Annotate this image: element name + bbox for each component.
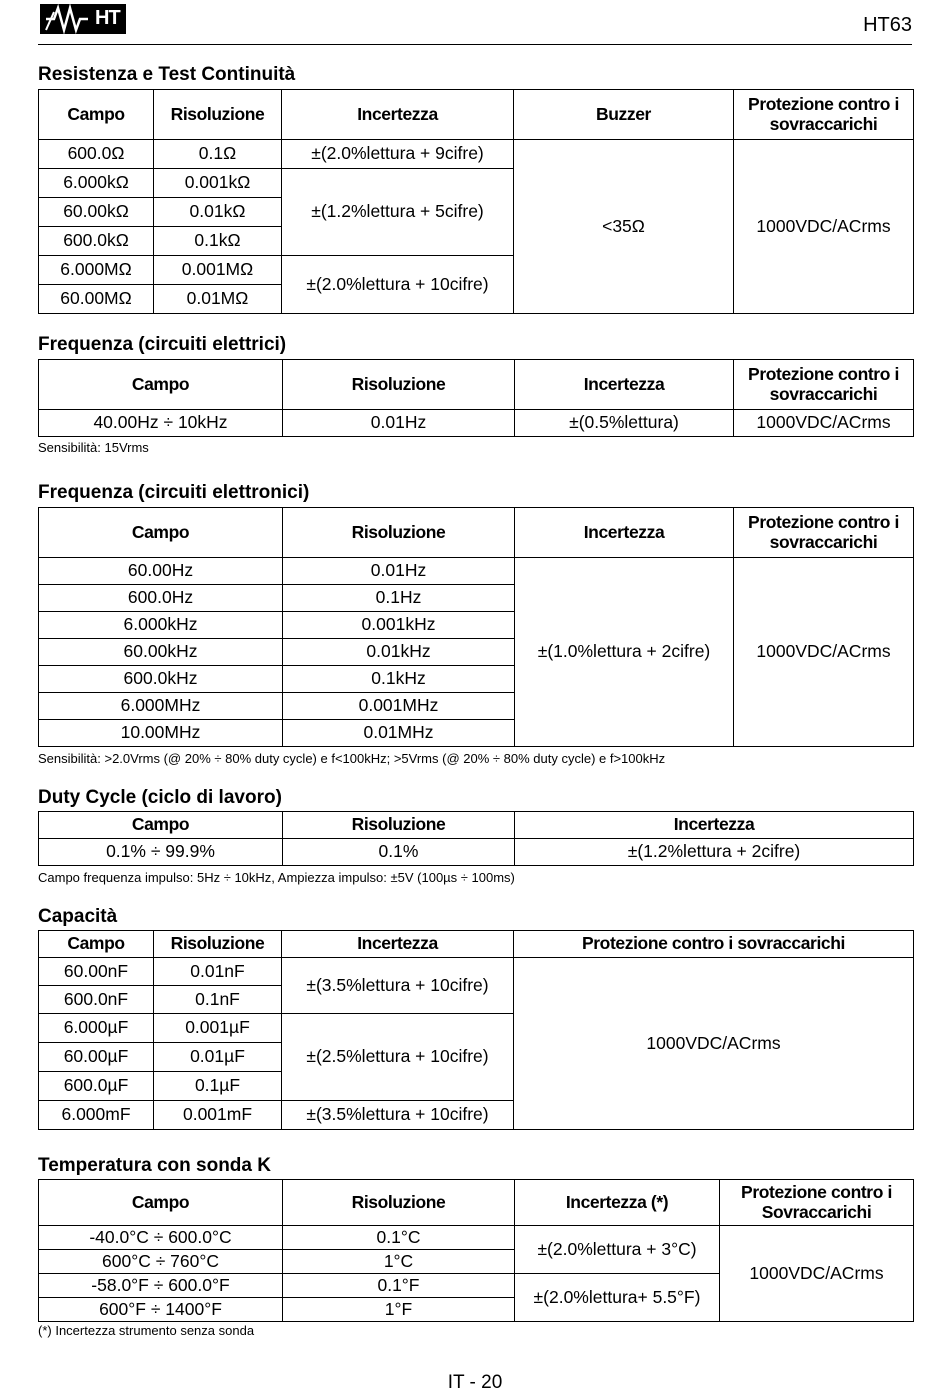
campo-cell: -40.0°C ÷ 600.0°C — [39, 1226, 283, 1250]
table-row — [39, 410, 914, 437]
freq-elettronici-title: Frequenza (circuiti elettronici) — [38, 482, 310, 503]
header-risoluzione: Risoluzione — [283, 360, 515, 410]
campo-cell: 6.000mF — [39, 1101, 154, 1130]
header-protezione: Protezione contro i sovraccarichi — [734, 360, 914, 410]
risoluzione-cell: 0.01kHz — [283, 639, 515, 666]
risoluzione-cell: 0.1°C — [283, 1226, 515, 1250]
campo-cell: 6.000MΩ — [39, 256, 154, 285]
risoluzione-cell: 0.001MHz — [283, 693, 515, 720]
header-risoluzione: Risoluzione — [154, 931, 282, 958]
incertezza-cell: ±(2.0%lettura + 3°C) — [515, 1226, 720, 1274]
incertezza-cell: ±(2.0%lettura + 10cifre) — [282, 256, 514, 314]
table-row — [39, 140, 914, 169]
risoluzione-cell: 0.001µF — [154, 1014, 282, 1043]
duty-title: Duty Cycle (ciclo di lavoro) — [38, 787, 282, 808]
logo-text: HT — [95, 7, 120, 29]
freq-elettrici-table — [38, 359, 914, 437]
campo-cell: 0.1% ÷ 99.9% — [39, 839, 283, 866]
page-header — [38, 0, 912, 45]
resistenza-table — [38, 89, 914, 314]
header-campo: Campo — [39, 931, 154, 958]
risoluzione-cell: 0.1kHz — [283, 666, 515, 693]
campo-cell: 6.000µF — [39, 1014, 154, 1043]
risoluzione-cell: 0.1% — [283, 839, 515, 866]
risoluzione-cell: 0.001kΩ — [154, 169, 282, 198]
sensibilita-note: Sensibilità: 15Vrms — [38, 440, 149, 455]
header-campo: Campo — [39, 508, 283, 558]
risoluzione-cell: 0.01MΩ — [154, 285, 282, 314]
campo-cell: 600.0µF — [39, 1072, 154, 1101]
campo-cell: 60.00MΩ — [39, 285, 154, 314]
header-incertezza: Incertezza (*) — [515, 1180, 720, 1226]
header-campo: Campo — [39, 1180, 283, 1226]
campo-cell: 6.000kHz — [39, 612, 283, 639]
freq-elettrici-title: Frequenza (circuiti elettrici) — [38, 334, 287, 355]
protezione-cell: 1000VDC/ACrms — [720, 1226, 914, 1322]
risoluzione-cell: 0.001MΩ — [154, 256, 282, 285]
risoluzione-cell: 0.1°F — [283, 1274, 515, 1298]
table-row — [39, 958, 914, 986]
risoluzione-cell: 0.1Ω — [154, 140, 282, 169]
campo-cell: 6.000MHz — [39, 693, 283, 720]
header-campo: Campo — [39, 360, 283, 410]
campo-cell: 600.0kHz — [39, 666, 283, 693]
risoluzione-cell: 0.01Hz — [283, 558, 515, 585]
incertezza-cell: ±(1.0%lettura + 2cifre) — [515, 558, 734, 747]
risoluzione-cell: 0.1µF — [154, 1072, 282, 1101]
header-protezione: Protezione contro i sovraccarichi — [514, 931, 914, 958]
incertezza-cell: ±(0.5%lettura) — [515, 410, 734, 437]
header-campo: Campo — [39, 812, 283, 839]
temperatura-note: (*) Incertezza strumento senza sonda — [38, 1323, 255, 1338]
header-risoluzione: Risoluzione — [154, 90, 282, 140]
campo-cell: 60.00µF — [39, 1043, 154, 1072]
incertezza-cell: ±(3.5%lettura + 10cifre) — [282, 1101, 514, 1130]
campo-cell: 60.00nF — [39, 958, 154, 986]
incertezza-cell: ±(1.2%lettura + 5cifre) — [282, 169, 514, 256]
risoluzione-cell: 0.01nF — [154, 958, 282, 986]
incertezza-cell: ±(1.2%lettura + 2cifre) — [515, 839, 914, 866]
capacita-title: Capacità — [38, 906, 118, 927]
protezione-cell: 1000VDC/ACrms — [514, 958, 914, 1130]
model-name: HT63 — [863, 14, 912, 36]
risoluzione-cell: 0.01kΩ — [154, 198, 282, 227]
protezione-cell: 1000VDC/ACrms — [734, 558, 914, 747]
duty-note: Campo frequenza impulso: 5Hz ÷ 10kHz, Ampiezza impulso: ±5V (100µs ÷ 100ms) — [38, 870, 515, 885]
header-incertezza: Incertezza — [282, 90, 514, 140]
campo-cell: 10.00MHz — [39, 720, 283, 747]
incertezza-cell: ±(2.0%lettura+ 5.5°F) — [515, 1274, 720, 1322]
campo-cell: 600.0kΩ — [39, 227, 154, 256]
protezione-cell: 1000VDC/ACrms — [734, 410, 914, 437]
header-risoluzione: Risoluzione — [283, 812, 515, 839]
header-incertezza: Incertezza — [515, 508, 734, 558]
buzzer-cell: <35Ω — [514, 140, 734, 314]
campo-cell: 600.0Ω — [39, 140, 154, 169]
header-incertezza: Incertezza — [515, 360, 734, 410]
campo-cell: 600°F ÷ 1400°F — [39, 1298, 283, 1322]
table-row — [39, 558, 914, 585]
header-risoluzione: Risoluzione — [283, 1180, 515, 1226]
table-row — [39, 839, 914, 866]
incertezza-cell: ±(2.5%lettura + 10cifre) — [282, 1014, 514, 1101]
header-risoluzione: Risoluzione — [283, 508, 515, 558]
incertezza-cell: ±(2.0%lettura + 9cifre) — [282, 140, 514, 169]
campo-cell: 60.00Hz — [39, 558, 283, 585]
campo-cell: -58.0°F ÷ 600.0°F — [39, 1274, 283, 1298]
incertezza-cell: ±(3.5%lettura + 10cifre) — [282, 958, 514, 1014]
campo-cell: 600.0Hz — [39, 585, 283, 612]
risoluzione-cell: 0.001mF — [154, 1101, 282, 1130]
resistenza-title: Resistenza e Test Continuità — [38, 64, 296, 85]
header-incertezza: Incertezza — [282, 931, 514, 958]
campo-cell: 600°C ÷ 760°C — [39, 1250, 283, 1274]
risoluzione-cell: 0.1nF — [154, 986, 282, 1014]
header-protezione: Protezione contro i sovraccarichi — [734, 90, 914, 140]
ht-logo — [40, 2, 130, 36]
risoluzione-cell: 0.001kHz — [283, 612, 515, 639]
header-campo: Campo — [39, 90, 154, 140]
campo-cell: 6.000kΩ — [39, 169, 154, 198]
campo-cell: 40.00Hz ÷ 10kHz — [39, 410, 283, 437]
campo-cell: 600.0nF — [39, 986, 154, 1014]
sensibilita-note: Sensibilità: >2.0Vrms (@ 20% ÷ 80% duty cycle) e f<100kHz; >5Vrms (@ 20% ÷ 80% duty cycle) e f>100kHz — [38, 751, 666, 766]
duty-table — [38, 811, 914, 866]
risoluzione-cell: 0.1Hz — [283, 585, 515, 612]
campo-cell: 60.00kHz — [39, 639, 283, 666]
temperatura-table — [38, 1179, 914, 1322]
capacita-table — [38, 930, 914, 1130]
risoluzione-cell: 0.01Hz — [283, 410, 515, 437]
header-buzzer: Buzzer — [514, 90, 734, 140]
header-incertezza: Incertezza — [515, 812, 914, 839]
freq-elettronici-table — [38, 507, 914, 747]
header-protezione: Protezione contro i sovraccarichi — [734, 508, 914, 558]
page-number: IT - 20 — [447, 1372, 503, 1393]
protezione-cell: 1000VDC/ACrms — [734, 140, 914, 314]
header-protezione: Protezione contro i Sovraccarichi — [720, 1180, 914, 1226]
risoluzione-cell: 1°F — [283, 1298, 515, 1322]
table-row — [39, 1226, 914, 1250]
campo-cell: 60.00kΩ — [39, 198, 154, 227]
temperatura-title: Temperatura con sonda K — [38, 1155, 271, 1176]
risoluzione-cell: 1°C — [283, 1250, 515, 1274]
risoluzione-cell: 0.01MHz — [283, 720, 515, 747]
risoluzione-cell: 0.01µF — [154, 1043, 282, 1072]
risoluzione-cell: 0.1kΩ — [154, 227, 282, 256]
